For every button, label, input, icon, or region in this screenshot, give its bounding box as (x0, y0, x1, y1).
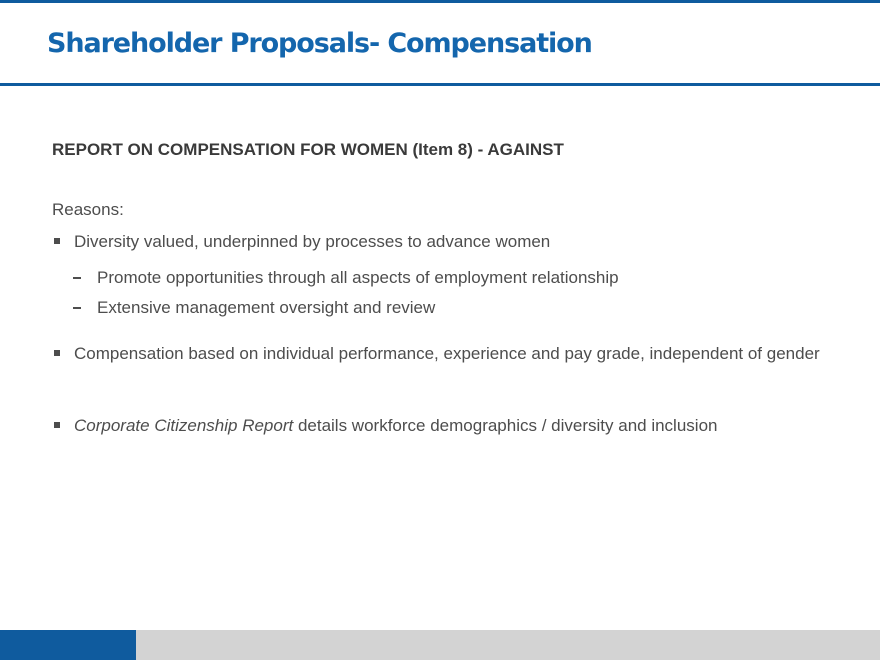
report-description: details workforce demographics / diversity and inclusion (293, 416, 718, 435)
page-title: Shareholder Proposals- Compensation (47, 28, 592, 59)
bullet-text: Compensation based on individual performance, experience and pay grade, independent of gender (74, 344, 820, 363)
bullet-item-citizenship-report (52, 414, 842, 437)
bullet-item-compensation (52, 342, 842, 365)
sub-bullet-item-oversight (73, 296, 833, 319)
bullet-text (52, 414, 842, 437)
section-heading: REPORT ON COMPENSATION FOR WOMEN (Item 8) - AGAINST (52, 140, 564, 159)
sub-bullet-text: Promote opportunities through all aspects of employment relationship (97, 268, 619, 287)
square-bullet-icon (54, 422, 60, 428)
bullet-item-diversity (52, 230, 842, 253)
title-divider (0, 83, 880, 86)
report-title: Corporate Citizenship Report (74, 416, 294, 435)
square-bullet-icon (54, 238, 60, 244)
bullet-text: Diversity valued, underpinned by processes to advance women (74, 232, 551, 251)
dash-bullet-icon (73, 277, 81, 279)
top-rule (0, 0, 880, 3)
sub-bullet-text: Extensive management oversight and review (97, 298, 436, 317)
footer-accent-bar (0, 630, 136, 660)
footer-bar (136, 630, 880, 660)
reasons-label: Reasons: (52, 200, 124, 219)
dash-bullet-icon (73, 307, 81, 309)
sub-bullet-item-opportunities (73, 266, 833, 289)
square-bullet-icon (54, 350, 60, 356)
